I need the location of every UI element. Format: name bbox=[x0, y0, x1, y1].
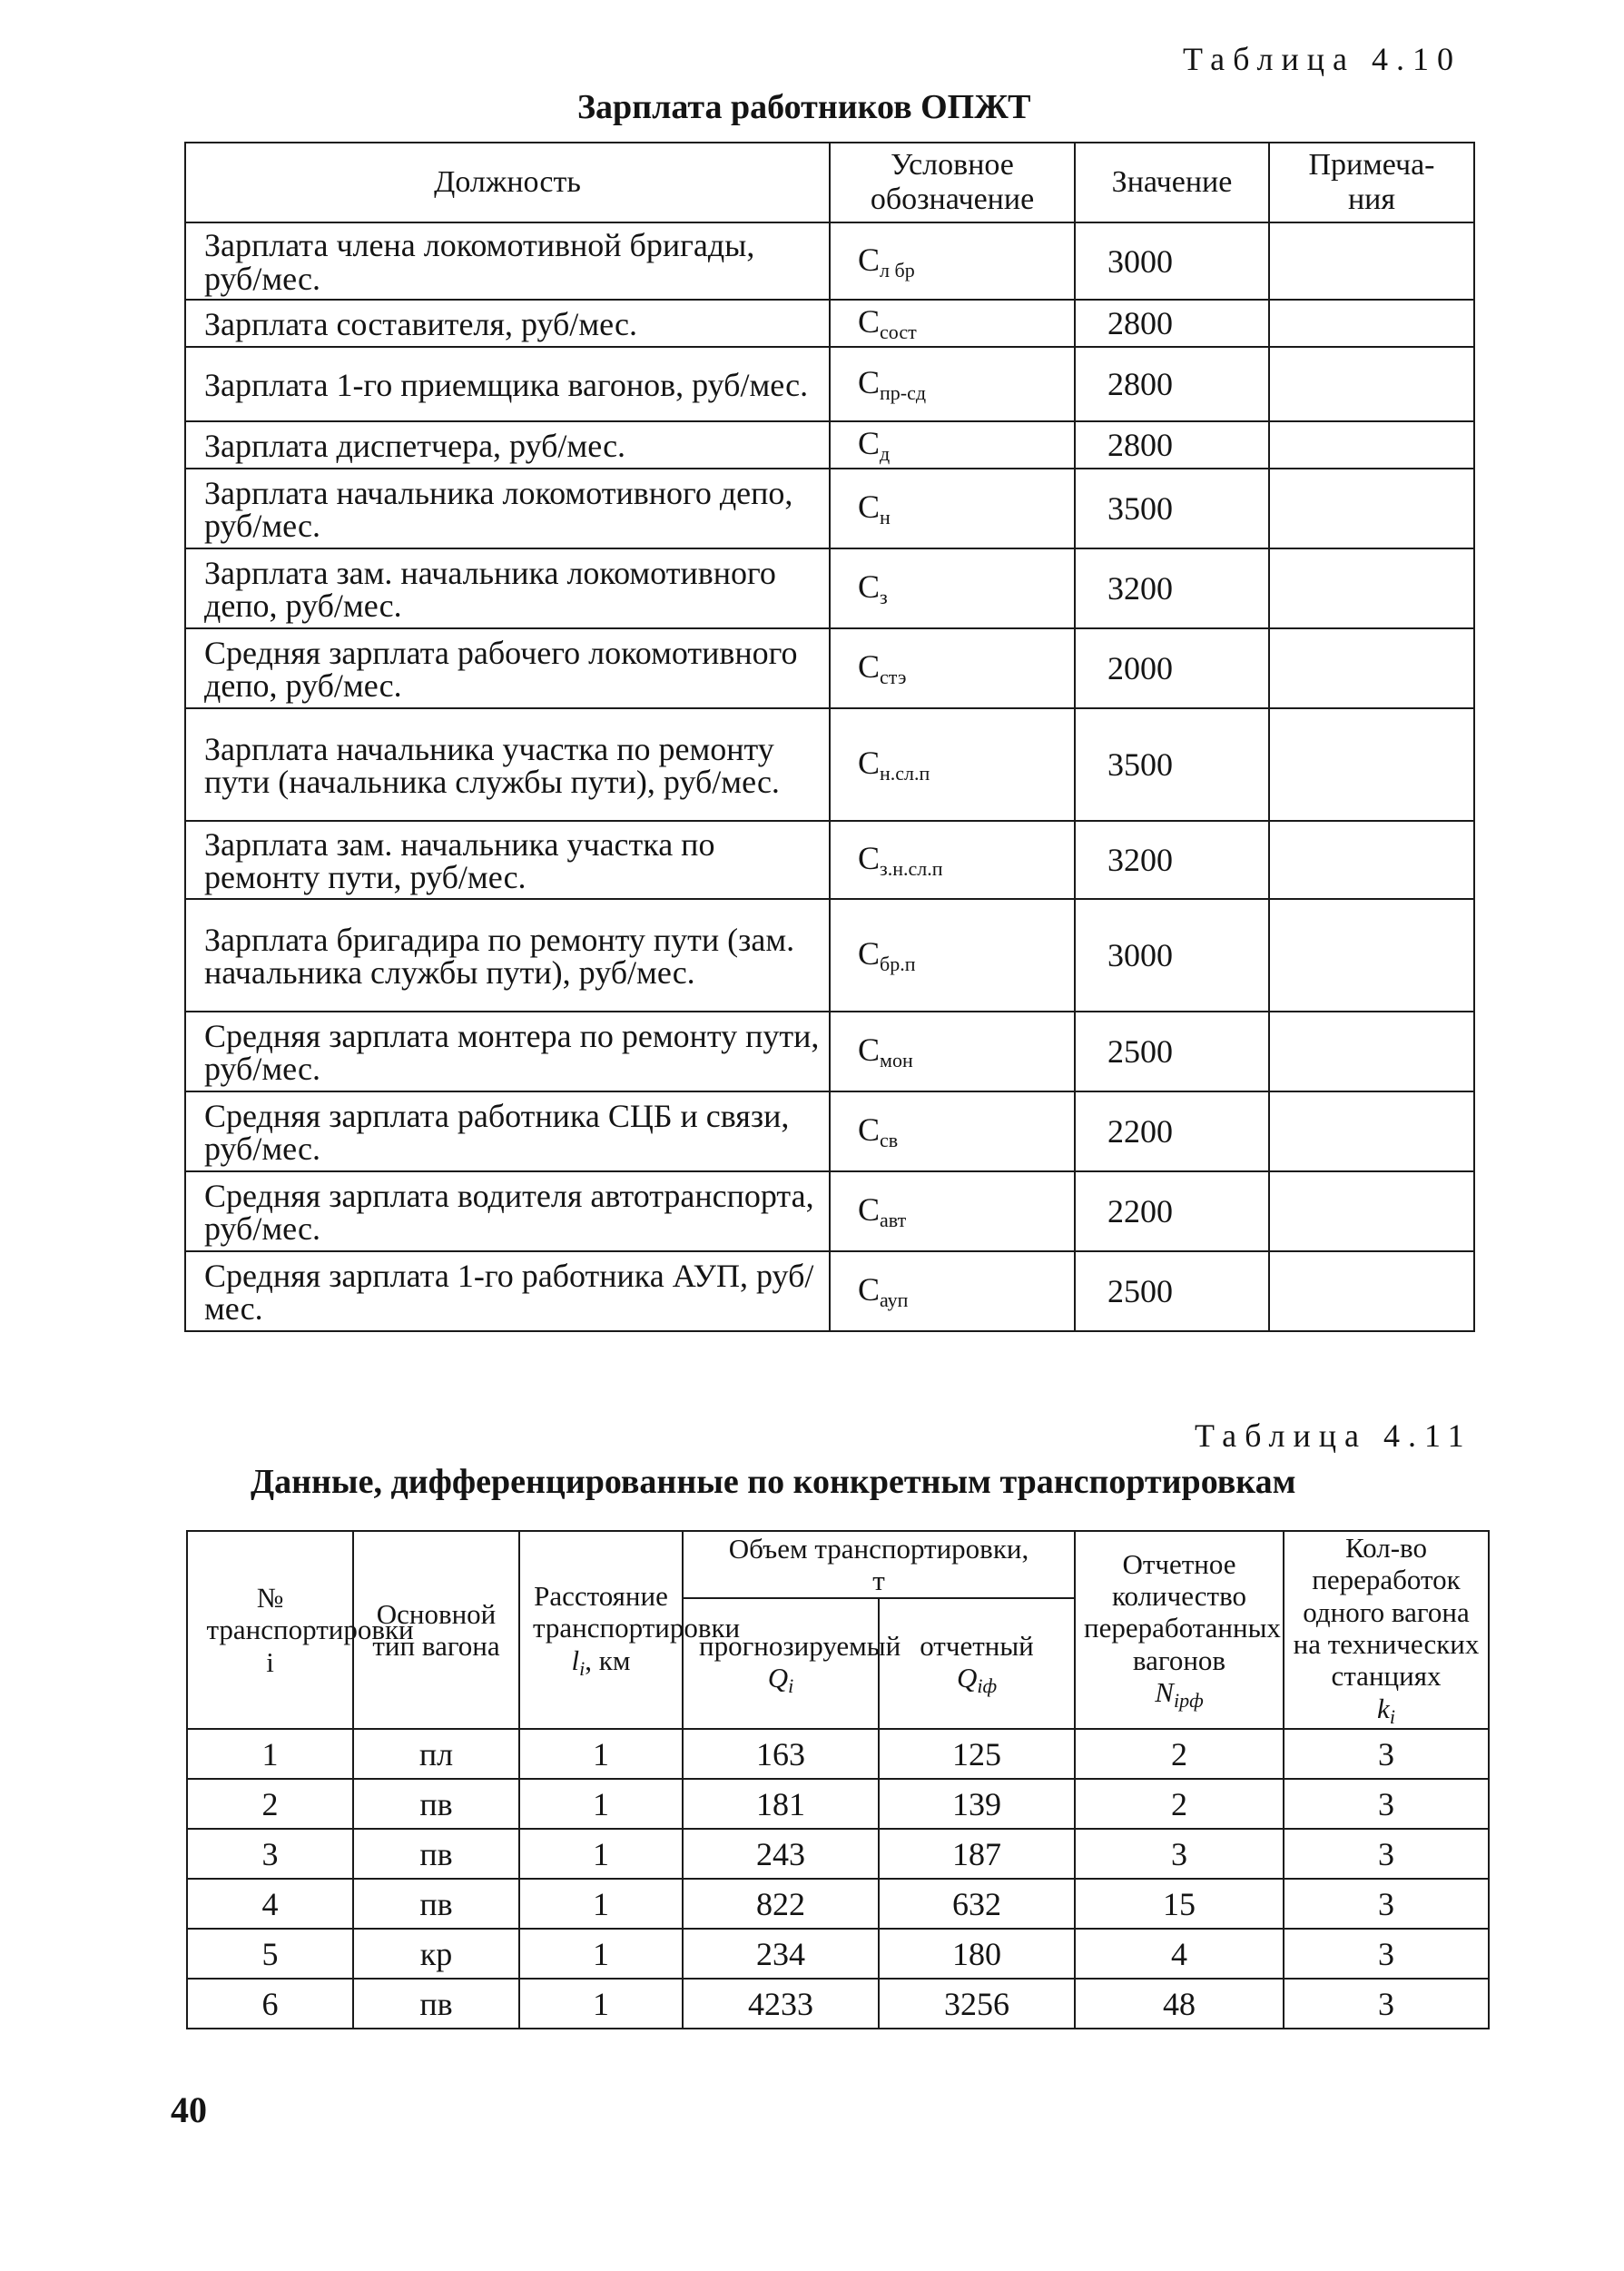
position-cell: Зарплата составителя, руб/мес. bbox=[185, 300, 830, 347]
symbol-subscript: бр.п bbox=[880, 953, 916, 976]
symbol-subscript: сост bbox=[880, 321, 917, 344]
symbol-cell bbox=[830, 1171, 1075, 1251]
header-wagon-type-text: Основной тип вагона bbox=[372, 1597, 500, 1662]
salary-table-header bbox=[185, 143, 1474, 222]
header-volume-group-text: Объем транспортировки, т bbox=[728, 1532, 1029, 1596]
wagon-type-cell: кр bbox=[353, 1929, 519, 1979]
symbol-subscript: авт bbox=[880, 1209, 907, 1232]
header-note-text: Примеча-ния bbox=[1308, 147, 1435, 216]
salary-row bbox=[185, 300, 1474, 347]
symbol-cell bbox=[830, 347, 1075, 421]
header-symbol bbox=[830, 143, 1075, 222]
note-cell bbox=[1269, 899, 1474, 1012]
transport-row bbox=[187, 1829, 1489, 1879]
table2-caption: Таблица 4.11 bbox=[1195, 1417, 1472, 1454]
header-reported-var-sub: iрф bbox=[1173, 1689, 1204, 1713]
position-cell: Зарплата зам. начальника локомотивного депо, руб/мес. bbox=[185, 548, 830, 628]
symbol-base: С bbox=[858, 935, 881, 973]
header-reworks bbox=[1284, 1531, 1489, 1729]
reworks-cell: 3 bbox=[1284, 1879, 1489, 1929]
reported-cell: 3 bbox=[1075, 1829, 1284, 1879]
header-distance-text: Расстояние транспортировки bbox=[533, 1580, 741, 1644]
reworks-cell: 3 bbox=[1284, 1729, 1489, 1779]
symbol-base: С bbox=[858, 241, 881, 278]
symbol-subscript: мон bbox=[880, 1049, 913, 1072]
salary-row bbox=[185, 1251, 1474, 1331]
symbol-subscript: св bbox=[880, 1129, 899, 1152]
note-cell bbox=[1269, 1091, 1474, 1171]
symbol-cell bbox=[830, 1012, 1075, 1091]
salary-row bbox=[185, 1012, 1474, 1091]
value-cell: 3000 bbox=[1075, 222, 1269, 300]
table1-caption: Таблица 4.10 bbox=[1183, 41, 1462, 77]
symbol-base: С bbox=[858, 1032, 881, 1069]
header-value: Значение bbox=[1075, 143, 1269, 222]
header-reworks-var-sub: i bbox=[1389, 1704, 1395, 1728]
header-volume-group bbox=[683, 1531, 1075, 1598]
position-cell: Средняя зарплата 1-го работника АУП, руб/мес. bbox=[185, 1251, 830, 1331]
transport-row bbox=[187, 1779, 1489, 1829]
symbol-cell bbox=[830, 300, 1075, 347]
header-forecast-var: Q bbox=[767, 1662, 789, 1694]
header-reported-text: Отчетное количество переработанных вагонов bbox=[1084, 1547, 1281, 1676]
reworks-cell: 3 bbox=[1284, 1779, 1489, 1829]
wagon-type-cell: пв bbox=[353, 1829, 519, 1879]
salary-row bbox=[185, 1171, 1474, 1251]
position-cell: Зарплата начальника участка по ремонту пути (начальника службы пути), руб/мес. bbox=[185, 708, 830, 821]
note-cell bbox=[1269, 1012, 1474, 1091]
symbol-base: С bbox=[858, 840, 881, 877]
header-actual bbox=[879, 1598, 1075, 1729]
header-position: Должность bbox=[185, 143, 830, 222]
note-cell bbox=[1269, 628, 1474, 708]
symbol-subscript: н bbox=[880, 506, 891, 529]
header-note bbox=[1269, 143, 1474, 222]
actual-cell: 180 bbox=[879, 1929, 1075, 1979]
num-cell: 5 bbox=[187, 1929, 353, 1979]
header-distance-var-sub: i bbox=[579, 1656, 586, 1680]
value-cell: 2000 bbox=[1075, 628, 1269, 708]
header-distance-unit: км bbox=[598, 1644, 631, 1676]
header-forecast-var-sub: i bbox=[788, 1674, 794, 1698]
distance-cell: 1 bbox=[519, 1779, 683, 1829]
header-wagon-type bbox=[353, 1531, 519, 1729]
transport-row bbox=[187, 1929, 1489, 1979]
reworks-cell: 3 bbox=[1284, 1979, 1489, 2029]
salary-row bbox=[185, 222, 1474, 300]
header-reported bbox=[1075, 1531, 1284, 1729]
salary-row bbox=[185, 628, 1474, 708]
header-num bbox=[187, 1531, 414, 1729]
symbol-subscript: з bbox=[880, 586, 888, 609]
symbol-cell bbox=[830, 821, 1075, 899]
actual-cell: 3256 bbox=[879, 1979, 1075, 2029]
num-cell: 1 bbox=[187, 1729, 353, 1779]
symbol-subscript: д bbox=[880, 442, 891, 466]
position-cell: Зарплата бригадира по ремонту пути (зам. начальника службы пути), руб/мес. bbox=[185, 899, 830, 1012]
transport-row bbox=[187, 1979, 1489, 2029]
symbol-base: С bbox=[858, 425, 881, 462]
header-actual-var-sub: iф bbox=[977, 1674, 998, 1698]
symbol-cell bbox=[830, 1251, 1075, 1331]
num-cell: 2 bbox=[187, 1779, 353, 1829]
symbol-base: С bbox=[858, 568, 881, 606]
position-cell: Зарплата начальника локомотивного депо, руб/мес. bbox=[185, 469, 830, 548]
symbol-cell bbox=[830, 708, 1075, 821]
wagon-type-cell: пв bbox=[353, 1779, 519, 1829]
value-cell: 2500 bbox=[1075, 1012, 1269, 1091]
position-cell: Зарплата диспетчера, руб/мес. bbox=[185, 421, 830, 469]
note-cell bbox=[1269, 708, 1474, 821]
value-cell: 2200 bbox=[1075, 1171, 1269, 1251]
position-cell: Средняя зарплата работника СЦБ и связи, руб/мес. bbox=[185, 1091, 830, 1171]
reported-cell: 2 bbox=[1075, 1779, 1284, 1829]
forecast-cell: 234 bbox=[683, 1929, 879, 1979]
symbol-cell bbox=[830, 899, 1075, 1012]
actual-cell: 632 bbox=[879, 1879, 1075, 1929]
header-forecast-text: прогнозируемый bbox=[699, 1629, 901, 1662]
distance-cell: 1 bbox=[519, 1929, 683, 1979]
position-cell: Средняя зарплата монтера по ремонту пути, руб/мес. bbox=[185, 1012, 830, 1091]
symbol-subscript: стэ bbox=[880, 666, 907, 689]
salary-table bbox=[184, 142, 1475, 1332]
salary-row bbox=[185, 708, 1474, 821]
symbol-cell bbox=[830, 421, 1075, 469]
note-cell bbox=[1269, 222, 1474, 300]
value-cell: 2800 bbox=[1075, 421, 1269, 469]
salary-row bbox=[185, 548, 1474, 628]
symbol-base: С bbox=[858, 303, 881, 341]
note-cell bbox=[1269, 347, 1474, 421]
symbol-subscript: пр-сд bbox=[880, 381, 927, 405]
transport-table bbox=[186, 1530, 1490, 2029]
symbol-base: С bbox=[858, 364, 881, 401]
symbol-base: С bbox=[858, 1271, 881, 1308]
header-actual-text: отчетный bbox=[920, 1629, 1034, 1662]
symbol-cell bbox=[830, 469, 1075, 548]
reported-cell: 4 bbox=[1075, 1929, 1284, 1979]
symbol-base: С bbox=[858, 745, 881, 782]
note-cell bbox=[1269, 300, 1474, 347]
symbol-subscript: л бр bbox=[880, 258, 915, 281]
forecast-cell: 4233 bbox=[683, 1979, 879, 2029]
wagon-type-cell: пв bbox=[353, 1979, 519, 2029]
reworks-cell: 3 bbox=[1284, 1929, 1489, 1979]
header-reported-var: N bbox=[1155, 1676, 1174, 1709]
header-distance-var: l bbox=[571, 1644, 580, 1676]
note-cell bbox=[1269, 821, 1474, 899]
actual-cell: 125 bbox=[879, 1729, 1075, 1779]
note-cell bbox=[1269, 548, 1474, 628]
position-cell: Зарплата 1-го приемщика вагонов, руб/мес. bbox=[185, 347, 830, 421]
symbol-base: С bbox=[858, 648, 881, 686]
distance-cell: 1 bbox=[519, 1729, 683, 1779]
value-cell: 3500 bbox=[1075, 469, 1269, 548]
value-cell: 2200 bbox=[1075, 1091, 1269, 1171]
salary-row bbox=[185, 421, 1474, 469]
forecast-cell: 181 bbox=[683, 1779, 879, 1829]
salary-row bbox=[185, 1091, 1474, 1171]
position-cell: Зарплата зам. начальника участка по ремонту пути, руб/мес. bbox=[185, 821, 830, 899]
header-num-text: № транспортировки i bbox=[206, 1582, 414, 1678]
forecast-cell: 822 bbox=[683, 1879, 879, 1929]
reported-cell: 48 bbox=[1075, 1979, 1284, 2029]
symbol-subscript: з.н.сл.п bbox=[880, 857, 943, 881]
header-reworks-var: k bbox=[1377, 1692, 1390, 1724]
salary-row bbox=[185, 347, 1474, 421]
actual-cell: 139 bbox=[879, 1779, 1075, 1829]
value-cell: 2800 bbox=[1075, 300, 1269, 347]
value-cell: 3200 bbox=[1075, 821, 1269, 899]
note-cell bbox=[1269, 469, 1474, 548]
salary-row bbox=[185, 469, 1474, 548]
value-cell: 2800 bbox=[1075, 347, 1269, 421]
header-actual-var: Q bbox=[956, 1662, 978, 1694]
forecast-cell: 243 bbox=[683, 1829, 879, 1879]
distance-cell: 1 bbox=[519, 1879, 683, 1929]
header-distance: Расстояние транспортировки li, км bbox=[519, 1531, 683, 1729]
table1-title: Зарплата работников ОПЖТ bbox=[577, 88, 1031, 126]
distance-cell: 1 bbox=[519, 1979, 683, 2029]
forecast-cell: 163 bbox=[683, 1729, 879, 1779]
header-reworks-text: Кол-во переработок одного вагона на технических станциях bbox=[1293, 1532, 1480, 1693]
note-cell bbox=[1269, 1251, 1474, 1331]
num-cell: 4 bbox=[187, 1879, 353, 1929]
symbol-subscript: н.сл.п bbox=[880, 762, 930, 785]
value-cell: 3200 bbox=[1075, 548, 1269, 628]
wagon-type-cell: пл bbox=[353, 1729, 519, 1779]
distance-cell: 1 bbox=[519, 1829, 683, 1879]
wagon-type-cell: пв bbox=[353, 1879, 519, 1929]
symbol-base: С bbox=[858, 1111, 881, 1149]
transport-row bbox=[187, 1879, 1489, 1929]
value-cell: 2500 bbox=[1075, 1251, 1269, 1331]
num-cell: 3 bbox=[187, 1829, 353, 1879]
num-cell: 6 bbox=[187, 1979, 353, 2029]
table2-title: Данные, дифференцированные по конкретным транспортировкам bbox=[251, 1463, 1296, 1501]
page-number: 40 bbox=[171, 2089, 207, 2130]
actual-cell: 187 bbox=[879, 1829, 1075, 1879]
note-cell bbox=[1269, 421, 1474, 469]
position-cell: Зарплата члена локомотивной бригады, руб/мес. bbox=[185, 222, 830, 300]
reported-cell: 15 bbox=[1075, 1879, 1284, 1929]
value-cell: 3500 bbox=[1075, 708, 1269, 821]
transport-row bbox=[187, 1729, 1489, 1779]
value-cell: 3000 bbox=[1075, 899, 1269, 1012]
symbol-cell bbox=[830, 548, 1075, 628]
reported-cell: 2 bbox=[1075, 1729, 1284, 1779]
symbol-subscript: ауп bbox=[880, 1289, 909, 1312]
position-cell: Средняя зарплата рабочего локомотивного депо, руб/мес. bbox=[185, 628, 830, 708]
reworks-cell: 3 bbox=[1284, 1829, 1489, 1879]
salary-row bbox=[185, 821, 1474, 899]
symbol-cell bbox=[830, 628, 1075, 708]
position-cell: Средняя зарплата водителя автотранспорта, руб/мес. bbox=[185, 1171, 830, 1251]
symbol-cell bbox=[830, 222, 1075, 300]
note-cell bbox=[1269, 1171, 1474, 1251]
salary-row bbox=[185, 899, 1474, 1012]
header-symbol-text: Условное обозначение bbox=[870, 147, 1035, 216]
symbol-base: С bbox=[858, 1191, 881, 1229]
symbol-base: С bbox=[858, 489, 881, 526]
symbol-cell bbox=[830, 1091, 1075, 1171]
